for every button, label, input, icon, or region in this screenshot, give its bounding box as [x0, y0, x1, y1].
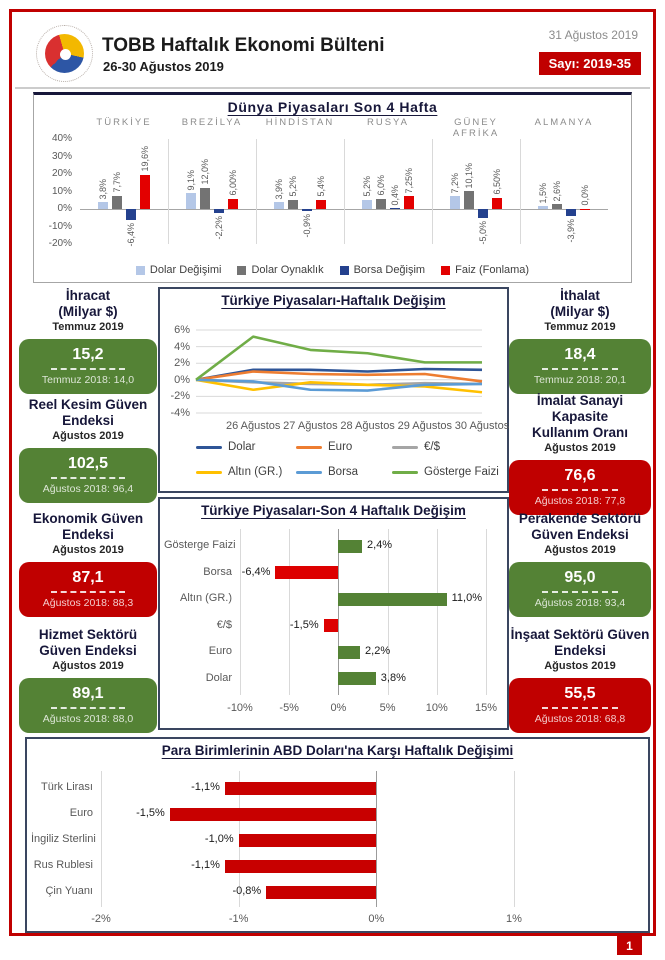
world-country-label: GÜNEY AFRİKA: [452, 117, 500, 139]
world-bar: [316, 200, 326, 209]
stat-card-previous: Ağustos 2018: 88,3: [42, 597, 134, 609]
world-bar: [478, 209, 488, 218]
world-bar: [126, 209, 136, 220]
hbar-gridline: [338, 529, 339, 695]
hbar-bar: [338, 540, 362, 553]
hbar-bar: [239, 834, 377, 847]
legend-label: Borsa Değişim: [353, 264, 426, 276]
hbar-value-label: 3,8%: [380, 671, 406, 684]
stat-card-period: Ağustos 2019: [52, 544, 124, 556]
legend-label: Dolar Değişimi: [149, 264, 222, 276]
hbar-category-label: €/$: [216, 618, 232, 631]
world-bar: [538, 206, 548, 209]
world-bar: [450, 196, 460, 209]
stat-card-perakende: [509, 511, 651, 617]
hbar-x-tick: 15%: [474, 702, 498, 714]
hbar-category-label: Gösterge Faizi: [164, 539, 236, 552]
world-y-tick: 20%: [51, 168, 72, 179]
world-bar: [580, 209, 590, 210]
hbar-gridline: [486, 529, 487, 695]
hbar-value-label: -1,0%: [204, 833, 234, 845]
stat-card-title: Reel Kesim Güven: [28, 397, 148, 412]
world-bar: [112, 196, 122, 209]
stat-card-reel-kesim: [19, 397, 157, 503]
world-bar-label: -6,4%: [125, 223, 136, 247]
line-legend-label: Altın (GR.): [228, 466, 283, 478]
stat-card-title: (Milyar $): [58, 304, 118, 319]
stat-card-previous: Ağustos 2018: 68,8: [534, 713, 626, 725]
hbar-category-label: Dolar: [205, 671, 232, 684]
line-legend-item: [296, 441, 352, 453]
stat-card-value-box: [19, 339, 157, 394]
stat-card-divider: [51, 707, 124, 709]
turkey-4week-chart: [158, 497, 509, 730]
world-bar: [492, 198, 502, 209]
world-bar-label: 5,2%: [287, 176, 298, 197]
stat-card-title: Kullanım Oranı: [531, 425, 629, 440]
hbar-bar: [338, 646, 360, 659]
hbar-gridline: [437, 529, 438, 695]
world-plot-area: [34, 95, 631, 282]
stat-card-divider: [542, 489, 617, 491]
stat-card-value: 76,6: [564, 467, 596, 484]
line-y-tick: 0%: [174, 373, 190, 386]
stat-card-divider: [542, 591, 617, 593]
world-bar-label: -0,9%: [301, 213, 312, 238]
world-y-tick: 30%: [51, 150, 72, 162]
hbar-value-label: -6,4%: [241, 565, 271, 578]
stat-card-title: Endeksi: [554, 643, 606, 658]
world-bar: [376, 199, 386, 210]
stat-card-title: Güven Endeksi: [531, 527, 629, 542]
world-country-label: RUSYA: [366, 117, 410, 128]
world-bar: [552, 204, 562, 209]
hbar-value-label: -1,1%: [191, 781, 220, 793]
world-bar-label: -2,2%: [213, 215, 224, 240]
legend-label: Dolar Oynaklık: [251, 264, 324, 276]
world-bar-label: 19,6%: [139, 146, 150, 172]
stat-card-ekonomik-guven: [19, 511, 157, 617]
line-legend-swatch: [196, 471, 222, 474]
line-legend-label: €/$: [424, 441, 440, 453]
stat-card-value-box: [19, 562, 157, 617]
world-group-separator: [256, 139, 257, 244]
world-group-separator: [520, 139, 521, 244]
stat-card-value-box: [19, 678, 157, 733]
stat-card-value: 55,5: [564, 685, 596, 702]
hbar-gridline: [289, 529, 290, 695]
hbar-bar: [225, 860, 376, 873]
world-y-tick: -20%: [48, 238, 72, 249]
line-legend-swatch: [296, 446, 322, 449]
world-bar-label: 7,7%: [111, 172, 122, 193]
line-legend-label: Dolar: [228, 441, 256, 453]
line-y-tick: -4%: [170, 407, 190, 419]
header-date: 31 Ağustos 2019: [548, 28, 638, 42]
line-legend-label: Euro: [328, 441, 353, 453]
hbar-gridline: [376, 771, 377, 907]
bar4-plot-area: [160, 499, 507, 728]
hbar-gridline: [388, 529, 389, 695]
world-bar-label: -3,9%: [565, 218, 576, 243]
hbar-category-label: Borsa: [203, 565, 232, 578]
world-bar-label: 6,50%: [491, 169, 502, 195]
stat-card-hizmet-sektoru: [19, 627, 157, 733]
hbar-x-tick: 0%: [368, 913, 385, 925]
world-bar-label: 5,4%: [315, 176, 326, 197]
world-bar-label: 0,4%: [389, 184, 400, 206]
world-bar: [464, 191, 474, 209]
world-country-label: BREZİLYA: [181, 117, 243, 128]
hbar-bar: [338, 593, 446, 606]
hbar-value-label: -1,5%: [136, 807, 165, 819]
fx-plot-area: [27, 739, 648, 931]
stat-card-divider: [542, 707, 617, 709]
issue-badge: Sayı: 2019-35: [539, 52, 641, 75]
stat-card-ithalat: [509, 288, 651, 394]
line-legend-swatch: [196, 446, 222, 449]
line-x-label: 29 Ağustos: [397, 420, 453, 432]
world-bar: [214, 209, 224, 213]
turkey-weekly-chart: [158, 287, 509, 493]
hbar-category-label: Altın (GR.): [180, 592, 232, 605]
stat-card-previous: Ağustos 2018: 88,0: [42, 713, 134, 725]
stat-card-value-box: [509, 562, 651, 617]
stat-card-previous: Temmuz 2018: 14,0: [41, 374, 135, 386]
world-bar-label: 7,25%: [403, 167, 414, 194]
bulletin-week: 26-30 Ağustos 2019: [103, 59, 224, 74]
hbar-x-tick: -5%: [279, 702, 299, 714]
world-bar: [404, 196, 414, 209]
legend-swatch: [136, 266, 145, 275]
stat-card-value: 95,0: [564, 569, 596, 586]
hbar-gridline: [240, 529, 241, 695]
stat-card-value: 87,1: [72, 569, 104, 586]
line-legend-label: Borsa: [328, 466, 359, 478]
stat-card-value-box: [509, 339, 651, 394]
stat-card-title: İmalat Sanayi Kapasite: [536, 393, 624, 424]
world-bar-label: 2,6%: [551, 180, 562, 202]
hbar-bar: [338, 672, 375, 685]
stat-card-imalat-kapasite: [509, 393, 651, 515]
line-y-tick: -2%: [170, 390, 190, 403]
bulletin-title: TOBB Haftalık Ekonomi Bülteni: [102, 35, 385, 56]
legend-label: Faiz (Fonlama): [455, 264, 530, 276]
stat-card-previous: Ağustos 2018: 93,4: [534, 597, 626, 609]
world-bar-label: 3,8%: [97, 178, 108, 200]
line-x-label: 28 Ağustos: [340, 420, 395, 432]
world-bar-label: 12,0%: [199, 159, 210, 185]
hbar-bar: [170, 808, 377, 821]
world-bar: [186, 193, 196, 209]
world-chart-title: Dünya Piyasaları Son 4 Hafta: [227, 99, 438, 115]
hbar-gridline: [101, 771, 102, 907]
legend-item: [441, 264, 529, 276]
line-legend-label: Gösterge Faizi: [424, 466, 499, 478]
line-legend-item: [296, 466, 358, 478]
stat-card-period: Ağustos 2019: [52, 430, 124, 442]
line-chart-svg: [160, 289, 510, 491]
world-country-label: HİNDİSTAN: [265, 117, 335, 128]
line-legend-item: [392, 466, 499, 478]
world-bar-label: 5,2%: [361, 176, 372, 197]
world-y-tick: -10%: [48, 220, 72, 232]
world-bar-label: 1,5%: [537, 182, 548, 204]
hbar-bar: [324, 619, 339, 632]
stat-card-divider: [51, 477, 124, 479]
stat-card-period: Ağustos 2019: [544, 544, 616, 556]
stat-card-title: Endeksi: [62, 527, 114, 542]
fx-chart-title: Para Birimlerinin ABD Doları'na Karşı Haftalık Değişimi: [161, 743, 514, 758]
world-group-separator: [432, 139, 433, 244]
stat-card-title: Perakende Sektörü: [518, 511, 642, 526]
stat-card-period: Ağustos 2019: [52, 660, 124, 672]
hbar-value-label: 11,0%: [451, 592, 482, 605]
world-bar: [362, 200, 372, 209]
world-legend: [34, 264, 631, 276]
hbar-x-tick: -1%: [228, 913, 249, 925]
tobb-logo: [36, 25, 93, 82]
world-bar: [390, 208, 400, 209]
world-group-separator: [168, 139, 169, 244]
legend-item: [237, 264, 323, 276]
hbar-value-label: 2,4%: [367, 539, 393, 552]
stat-card-title: Hizmet Sektörü: [38, 627, 138, 642]
world-bar-label: 3,9%: [273, 178, 284, 200]
stat-card-value: 102,5: [67, 455, 109, 472]
world-bar-label: 7,2%: [449, 172, 460, 194]
world-bar-label: 9,1%: [185, 169, 196, 191]
line-legend-item: [392, 441, 440, 453]
world-country-label: ALMANYA: [534, 117, 594, 128]
world-bar: [302, 209, 312, 211]
header-divider: [15, 87, 650, 89]
stat-card-period: Ağustos 2019: [544, 660, 616, 672]
hbar-value-label: -1,1%: [191, 859, 220, 871]
world-bar: [288, 200, 298, 209]
stat-card-value: 89,1: [72, 685, 104, 702]
hbar-value-label: -0,8%: [232, 885, 262, 897]
stat-card-title: İnşaat Sektörü Güven: [510, 627, 650, 642]
stat-card-period: Ağustos 2019: [544, 442, 616, 454]
hbar-bar: [275, 566, 338, 579]
line-legend-swatch: [296, 471, 322, 474]
world-bar: [98, 202, 108, 209]
hbar-value-label: -1,5%: [289, 618, 319, 631]
page-number: 1: [617, 936, 642, 955]
hbar-x-tick: -10%: [227, 702, 253, 714]
stat-card-value-box: [509, 678, 651, 733]
line-chart-title: Türkiye Piyasaları-Haftalık Değişim: [221, 293, 446, 308]
stat-card-title: İhracat: [65, 288, 111, 303]
stat-card-ihracat: [19, 288, 157, 394]
world-y-tick: 10%: [51, 185, 72, 197]
currency-weekly-chart: [25, 737, 650, 933]
world-y-tick: 0%: [57, 203, 72, 214]
hbar-x-tick: -2%: [91, 913, 111, 925]
legend-item: [340, 264, 426, 276]
hbar-x-tick: 5%: [379, 702, 396, 714]
stat-card-previous: Temmuz 2018: 20,1: [533, 374, 627, 386]
legend-swatch: [340, 266, 349, 275]
stat-card-period: Temmuz 2019: [544, 321, 616, 333]
world-bar: [200, 188, 210, 209]
stat-card-divider: [542, 368, 617, 370]
stat-card-title: Ekonomik Güven: [32, 511, 144, 526]
world-bar: [228, 199, 238, 210]
legend-swatch: [237, 266, 246, 275]
hbar-x-tick: 10%: [425, 702, 448, 714]
line-y-tick: 4%: [174, 340, 190, 353]
stat-card-previous: Ağustos 2018: 96,4: [42, 483, 134, 495]
stat-card-title: Güven Endeksi: [39, 643, 137, 658]
line-plot-area: [160, 289, 510, 491]
hbar-category-label: Türk Lirası: [41, 781, 93, 793]
line-x-label: 30 Ağustos: [454, 420, 510, 432]
stat-card-insaat: [509, 627, 651, 733]
world-bar-label: 6,0%: [375, 174, 386, 196]
stat-card-value: 18,4: [564, 346, 596, 363]
line-y-tick: 2%: [174, 357, 190, 370]
stat-card-period: Temmuz 2019: [52, 321, 124, 333]
hbar-x-tick: 0%: [330, 702, 347, 714]
line-legend-swatch: [392, 446, 418, 449]
hbar-category-label: Euro: [208, 645, 232, 658]
hbar-category-label: İngiliz Sterlini: [31, 833, 96, 845]
hbar-value-label: 2,2%: [365, 645, 391, 658]
stat-card-value-box: [509, 460, 651, 515]
line-x-label: 27 Ağustos: [283, 420, 338, 432]
stat-card-previous: Ağustos 2018: 77,8: [534, 495, 626, 507]
world-bar-label: 0,0%: [579, 185, 590, 206]
stat-card-title: (Milyar $): [550, 304, 610, 319]
stat-card-divider: [51, 368, 124, 370]
logo-core: [60, 49, 71, 60]
stat-card-divider: [51, 591, 124, 593]
world-markets-chart: [33, 92, 632, 283]
world-bar: [566, 209, 576, 216]
stat-card-value: 15,2: [72, 346, 104, 363]
world-bar: [274, 202, 284, 209]
line-x-label: 26 Ağustos: [225, 420, 281, 432]
hbar-gridline: [514, 771, 515, 907]
world-bar-label: 10,1%: [463, 162, 474, 189]
world-bar: [140, 175, 150, 209]
line-y-tick: 6%: [174, 324, 190, 336]
world-bar-label: -5,0%: [477, 220, 488, 245]
line-legend-item: [196, 466, 282, 478]
hbar-bar: [225, 782, 376, 795]
stat-card-value-box: [19, 448, 157, 503]
legend-swatch: [441, 266, 450, 275]
world-country-label: TÜRKİYE: [96, 117, 152, 128]
world-bar-label: 6,00%: [227, 169, 238, 196]
hbar-bar: [266, 886, 376, 899]
line-legend-item: [196, 441, 255, 453]
bar4-chart-title: Türkiye Piyasaları-Son 4 Haftalık Değişim: [201, 503, 466, 518]
stat-card-title: Endeksi: [62, 413, 114, 428]
hbar-category-label: Euro: [69, 807, 93, 819]
world-group-separator: [344, 139, 345, 244]
hbar-x-tick: 1%: [506, 913, 522, 925]
legend-item: [136, 264, 222, 276]
line-legend-swatch: [392, 471, 418, 474]
stat-card-title: İthalat: [560, 288, 600, 303]
world-y-tick: 40%: [51, 133, 72, 144]
hbar-category-label: Çin Yuanı: [45, 885, 93, 897]
hbar-category-label: Rus Rublesi: [33, 859, 93, 871]
